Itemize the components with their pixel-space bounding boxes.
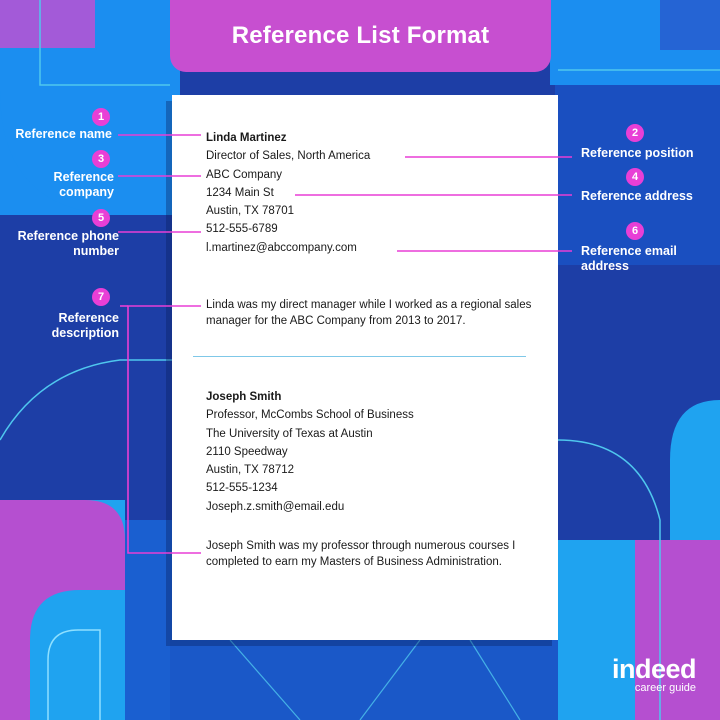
reference-street: 2110 Speedway [206,445,288,458]
reference-city: Austin, TX 78712 [206,464,295,477]
reference-1-description: Linda was my direct manager while I worked as a regional sales manager for the ABC Company from 2013 to 2017. [206,299,532,327]
reference-company: ABC Company [206,168,283,181]
callout-badge-2: 2 [626,124,644,142]
reference-street: 1234 Main St [206,186,274,199]
callout-label-5: Reference phone number [17,229,119,258]
indeed-logo [612,656,696,694]
callout-label-6: Reference email address [581,244,677,273]
callout-label-1: Reference name [15,127,112,141]
reference-email: l.martinez@abccompany.com [206,241,357,254]
reference-position: Director of Sales, North America [206,150,371,163]
callout-label-2: Reference position [581,146,694,160]
callout-badge-3: 3 [92,150,110,168]
reference-email: Joseph.z.smith@email.edu [206,500,345,513]
reference-name: Joseph Smith [206,391,282,403]
reference-position: Professor, McCombs School of Business [206,409,414,422]
logo-wordmark: indeed [611,654,696,684]
page-title: Reference List Format [231,22,490,49]
callout-badge-1: 1 [92,108,110,126]
callout-badge-6: 6 [626,222,644,240]
reference-phone: 512-555-1234 [206,482,278,495]
logo-subtitle: career guide [634,682,696,694]
callout-badge-7: 7 [92,288,110,306]
callout-badge-5: 5 [92,209,110,227]
callout-label-4: Reference address [581,189,693,203]
callout-label-3: Reference company [53,170,114,199]
callout-label-7: Reference description [51,311,119,340]
reference-name: Linda Martinez [206,132,287,144]
reference-phone: 512-555-6789 [206,223,278,236]
reference-2-description: Joseph Smith was my professor through numerous courses I completed to earn my Masters of Business Administration. [206,540,516,568]
reference-company: The University of Texas at Austin [206,427,373,440]
callout-badge-4: 4 [626,168,644,186]
reference-city: Austin, TX 78701 [206,205,295,218]
